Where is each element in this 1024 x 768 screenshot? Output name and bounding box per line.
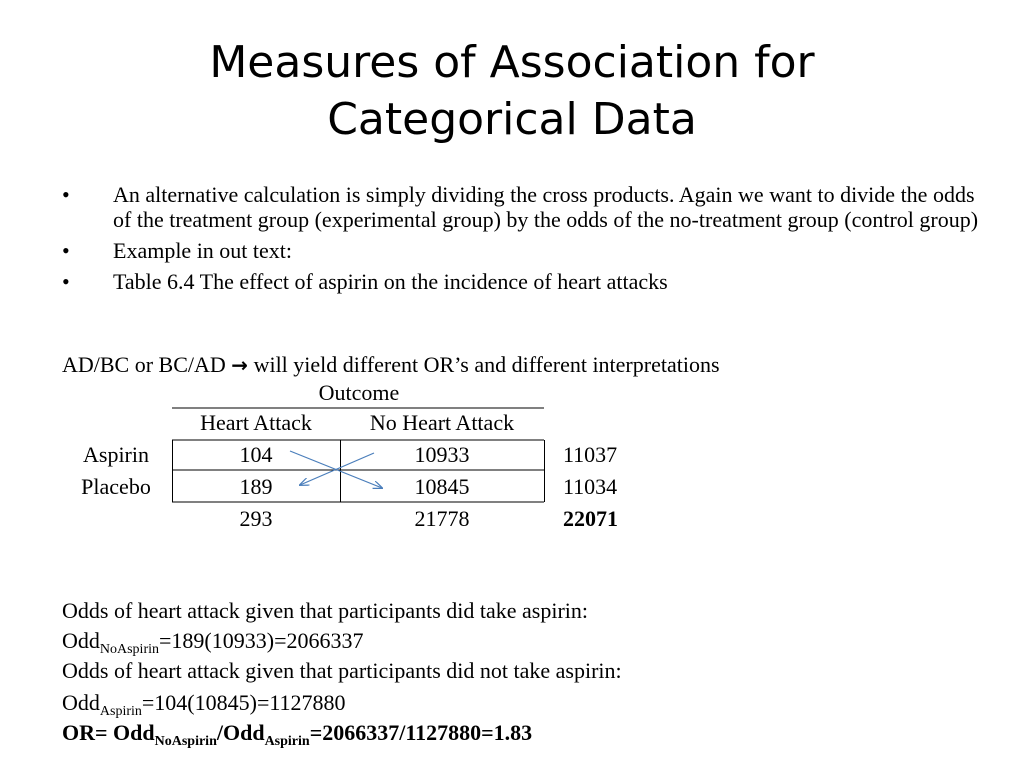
right-arrow-icon: → [231,353,249,377]
slide-title [0,34,1024,148]
row-label-placebo: Placebo [81,474,151,499]
row-label-aspirin: Aspirin [83,442,149,467]
odds-formula-no-aspirin [62,628,363,658]
slide-title-line-1: Measures of Association for [209,37,815,88]
cell-aspirin-no-heart-attack: 10933 [414,442,470,467]
bullet-marker: • [62,238,70,263]
cell-placebo-heart-attack: 189 [239,474,273,499]
odds-ratio-result [62,720,532,750]
bullet-marker: • [62,182,70,207]
odds-subscript: NoAspirin [99,642,160,657]
or-note [62,352,720,378]
odds-base: Odd [62,690,100,715]
bullet-text: Table 6.4 The effect of aspirin on the incidence of heart attacks [113,269,668,294]
col-header-heart-attack: Heart Attack [200,410,312,435]
or-note-prefix: AD/BC or BC/AD [62,352,232,377]
grand-total: 22071 [563,506,618,531]
cell-aspirin-heart-attack: 104 [239,442,273,467]
bullet-text: An alternative calculation is simply dividing the cross products. Again we want to divide the odds of the treatment group (experimental group) by the odds of the no-treatment group (control group) [113,182,979,232]
or-subscript-denominator: Aspirin [264,734,310,749]
or-subscript-numerator: NoAspirin [154,734,217,749]
col-total-heart-attack: 293 [239,506,273,531]
odds-subscript: Aspirin [99,704,142,719]
or-prefix: OR= Odd [62,720,155,745]
odds-formula-aspirin [62,690,346,720]
slide-title-line-2: Categorical Data [327,94,697,145]
odds-value: =189(10933)=2066337 [159,628,364,653]
or-note-suffix: will yield different OR’s and different interpretations [248,352,720,377]
odds-description-no-aspirin: Odds of heart attack given that participants did not take aspirin: [62,658,622,683]
odds-value: =104(10845)=1127880 [141,690,346,715]
or-value: =2066337/1127880=1.83 [309,720,533,745]
bullet-item [62,238,982,263]
or-divider: /Odd [216,720,265,745]
outcome-label: Outcome [318,380,400,405]
col-header-no-heart-attack: No Heart Attack [369,410,515,435]
bullet-item [62,269,982,294]
row-total-placebo: 11034 [563,474,618,499]
cell-placebo-no-heart-attack: 10845 [414,474,470,499]
row-total-aspirin: 11037 [563,442,618,467]
col-total-no-heart-attack: 21778 [414,506,470,531]
odds-description-aspirin: Odds of heart attack given that participants did take aspirin: [62,598,589,623]
bullet-text: Example in out text: [113,238,293,263]
odds-base: Odd [62,628,100,653]
bullet-list [62,182,982,300]
bullet-item [62,182,982,232]
bullet-marker: • [62,269,70,294]
